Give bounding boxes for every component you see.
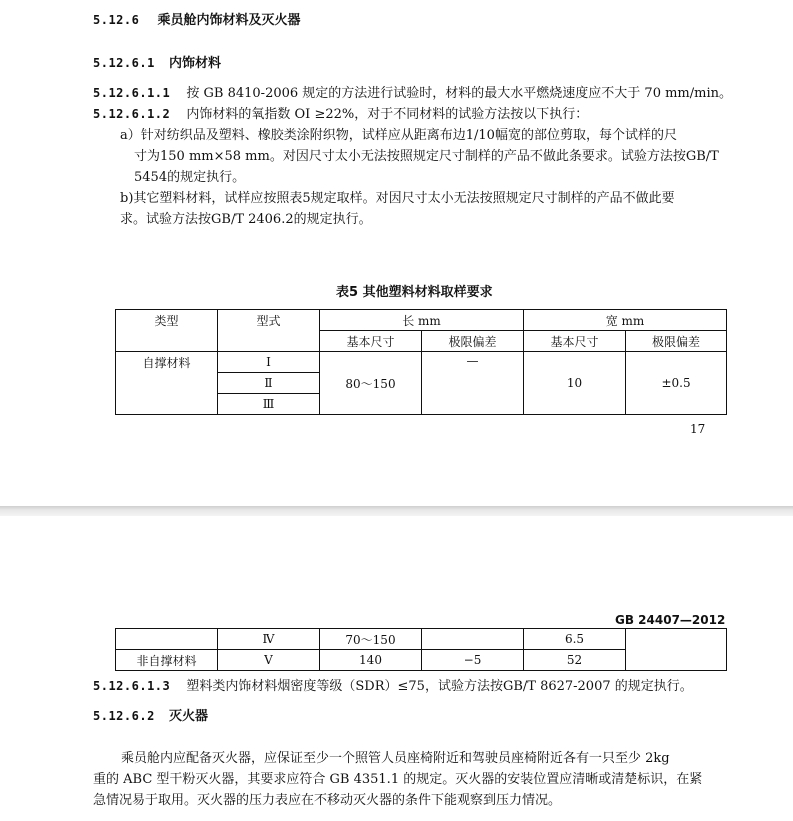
subsection-heading [93,52,221,71]
section-heading [93,9,301,28]
cell-width-basic: 10 [524,352,626,415]
clause-5-12-6-1-1 [93,82,732,101]
clause-text: 内饰材料的氧指数 OI ≥22%，对于不同材料的试验方法按以下执行： [186,107,589,122]
sample-table [115,309,727,415]
cell-width-tolerance-45 [626,629,727,671]
header-type: 类型 [116,310,218,352]
clause-number: 5.12.6.1.1 [93,86,171,100]
clause-5-12-6-1-2 [93,103,588,122]
table-title: 表5 其他塑料材料取样要求 [336,285,493,300]
section-number: 5.12.6 [93,13,140,27]
subsection-title: 内饰材料 [168,56,221,71]
cell-length-tolerance-4 [422,629,524,650]
cell-width-basic-4: 6.5 [524,629,626,650]
clause-number: 5.12.6.1.3 [93,679,171,693]
clause-text: 按 GB 8410-2006 规定的方法进行试验时，材料的最大水平燃烧速度应不大于 70 mm/min。 [186,86,732,101]
cell-length-tolerance: — [422,352,524,415]
sample-table-continued [115,628,727,671]
cell-width-tolerance: ±0.5 [626,352,727,415]
header-width: 宽 mm [524,310,727,331]
item-a-line3: 5454的规定执行。 [134,170,246,185]
clause-5-12-6-1-3 [93,675,693,694]
page-2 [0,516,793,821]
page-number: 17 [690,422,706,436]
cell-length-basic-4: 70～150 [320,629,422,650]
item-a-line1: a）针对纺织品及塑料、橡胶类涂附织物，试样应从距离布边1/10幅宽的部位剪取，每个试样的尺 [120,128,677,143]
header-length: 长 mm [320,310,524,331]
extinguisher-line1: 乘员舱内应配备灭火器，应保证至少一个照管人员座椅附近和驾驶员座椅附近各有一只至少 2kg [121,751,670,766]
cell-model-4: Ⅳ [218,629,320,650]
cell-length-tolerance-5: −5 [422,650,524,671]
cell-model-2: Ⅱ [218,373,320,394]
extinguisher-line3: 急情况易于取用。灭火器的压力表应在不移动灭火器的条件下能观察到压力情况。 [93,793,562,808]
subsection-number: 5.12.6.1 [93,56,155,70]
subsection-number: 5.12.6.2 [93,709,155,723]
standard-code: GB 24407—2012 [615,613,726,627]
header-length-tolerance: 极限偏差 [422,331,524,352]
clause-number: 5.12.6.1.2 [93,107,171,121]
cell-length-basic: 80～150 [320,352,422,415]
page-divider [0,506,793,516]
header-length-basic: 基本尺寸 [320,331,422,352]
header-width-basic: 基本尺寸 [524,331,626,352]
cell-length-basic-5: 140 [320,650,422,671]
cell-type-empty [116,629,218,650]
item-b-line2: 求。试验方法按GB/T 2406.2的规定执行。 [120,212,372,227]
cell-non-self-supporting: 非自撑材料 [116,650,218,671]
cell-width-basic-5: 52 [524,650,626,671]
item-a-line2: 寸为150 mm×58 mm。对因尺寸太小无法按照规定尺寸制样的产品不做此条要求。试验方法按GB/T [134,149,719,164]
cell-model-5: Ⅴ [218,650,320,671]
cell-model-1: Ⅰ [218,352,320,373]
subsection-heading-extinguisher [93,705,208,724]
subsection-title: 灭火器 [168,709,208,724]
item-b-line1: b)其它塑料材料，试样应按照表5规定取样。对因尺寸太小无法按照规定尺寸制样的产品不做此要 [120,191,675,206]
clause-text: 塑料类内饰材料烟密度等级（SDR）≤75，试验方法按GB/T 8627-2007 的规定执行。 [186,679,693,694]
header-width-tolerance: 极限偏差 [626,331,727,352]
cell-self-supporting: 自撑材料 [116,352,218,415]
cell-model-3: Ⅲ [218,394,320,415]
header-model: 型式 [218,310,320,352]
extinguisher-line2: 重的 ABC 型干粉灭火器，其要求应符合 GB 4351.1 的规定。灭火器的安装位置应清晰或清楚标识，在紧 [93,772,703,787]
section-title: 乘员舱内饰材料及灭火器 [157,13,301,28]
